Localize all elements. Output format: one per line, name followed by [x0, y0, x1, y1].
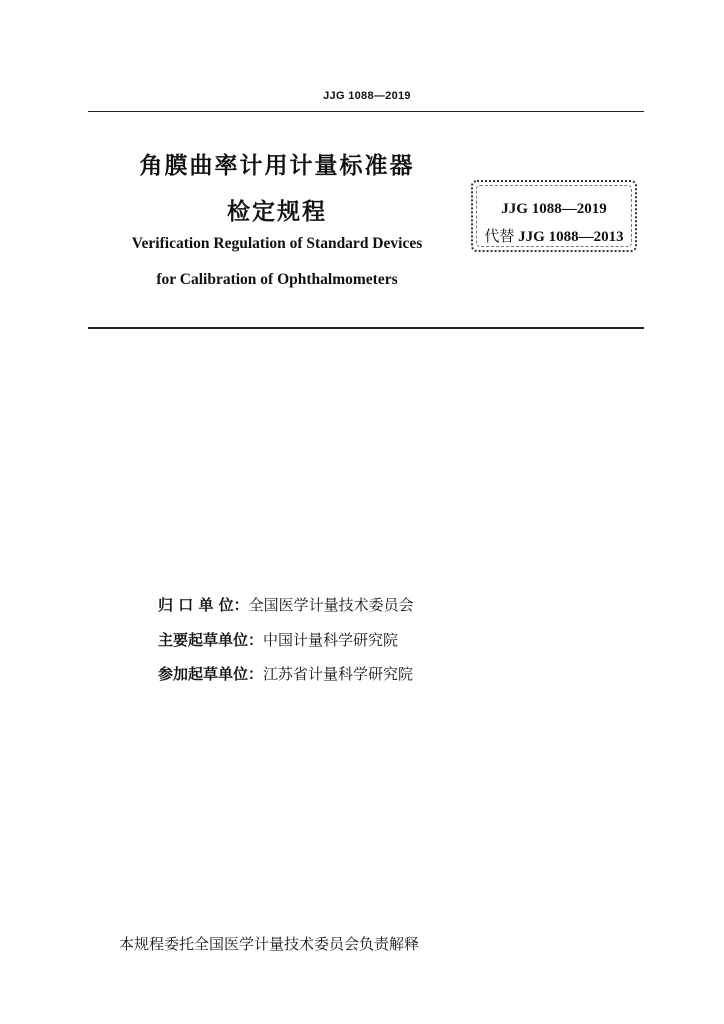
unit-label: 归 口 单 位：: [158, 596, 249, 614]
current-standard-code: JJG 1088—2019: [501, 201, 607, 217]
title-english-line2: for Calibration of Ophthalmometers: [156, 271, 398, 288]
replaces-prefix: 代替: [484, 229, 519, 245]
title-chinese-line2: 检定规程: [227, 199, 327, 225]
unit-row-responsible: [158, 594, 638, 615]
header-divider: [88, 111, 644, 112]
replaced-standard: [473, 225, 635, 246]
title-divider: [88, 327, 644, 329]
standard-code-box: [471, 180, 637, 252]
title-english-line1: Verification Regulation of Standard Devices: [131, 235, 423, 252]
replaced-standard-code: JJG 1088—2013: [518, 229, 624, 245]
unit-row-participating-drafter: [158, 663, 638, 684]
unit-label: 主要起草单位：: [158, 631, 264, 649]
unit-value: 中国计量科学研究院: [263, 631, 399, 649]
unit-value: 全国医学计量技术委员会: [248, 596, 414, 614]
interpretation-note: 本规程委托全国医学计量技术委员会负责解释: [119, 935, 420, 953]
title-chinese-line1: 角膜曲率计用计量标准器: [139, 153, 415, 179]
unit-row-main-drafter: [158, 629, 638, 650]
unit-label: 参加起草单位：: [158, 665, 264, 683]
unit-value: 江苏省计量科学研究院: [263, 665, 414, 683]
header-standard-code: JJG 1088—2019: [323, 90, 411, 102]
